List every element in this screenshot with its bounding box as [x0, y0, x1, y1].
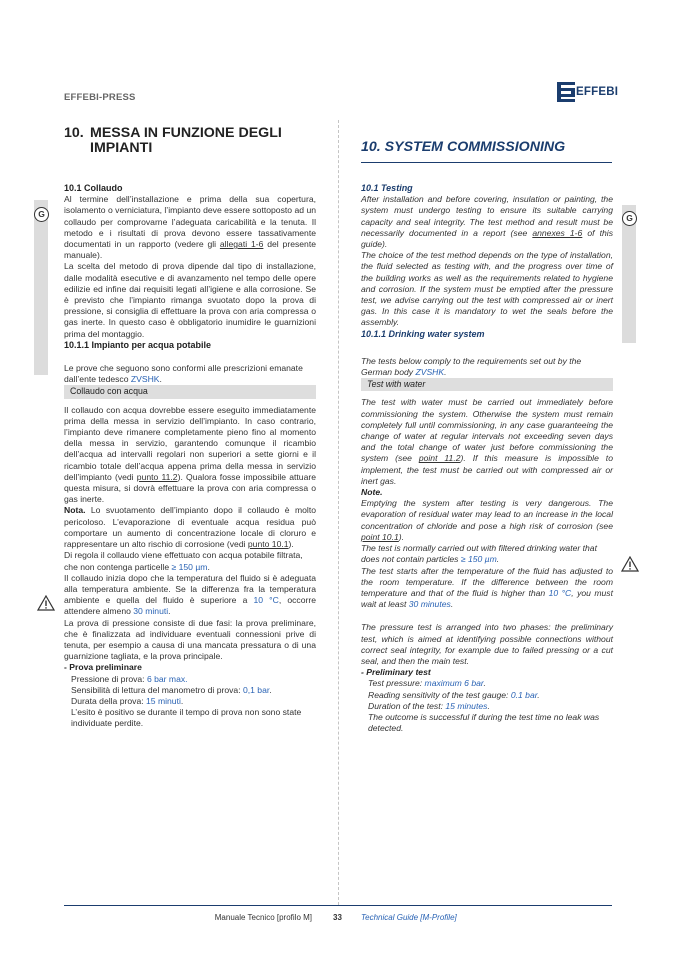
text: Il collaudo con acqua dovrebbe essere eseguito immediatamente prima della messa in servizio dell’impianto. In caso contrario, l’impianto deve rimanere completamente pieno fino al momento della messa in servizio, garantendo comunque il ricambio dell’acqua ad intervalli regolari non superiori a sette giorni e il ricambio totale dell’acqua appena prima della messa in servizio dell’impianto (vedi [64, 404, 316, 482]
section-heading-10-1-1: 10.1.1 Drinking water system [361, 328, 485, 339]
text: . [180, 695, 184, 706]
effebi-logo [557, 82, 617, 106]
text: . [537, 689, 540, 700]
list-item [64, 674, 316, 685]
value: 0,1 bar [242, 684, 270, 695]
list-item [361, 701, 613, 712]
section-heading-10-1: 10.1 Collaudo [64, 183, 123, 193]
list-heading: - Preliminary test [361, 667, 431, 678]
text: Sensibilità di lettura del manometro di prova: [71, 684, 243, 695]
note-label: Nota. [64, 505, 86, 516]
list-item [64, 685, 316, 696]
list-item [361, 678, 613, 689]
warning-icon [37, 595, 55, 611]
footer-left: Manuale Tecnico [profilo M] [214, 913, 312, 922]
text: . [496, 554, 500, 565]
paragraph [361, 566, 613, 611]
text: Lo svuotamento dell’impianto dopo il collaudo è molto pericoloso. L’evaporazione di eventuale acqua residua può comportare un aumento di concentrazione locale di cloruro e rappresentare un alto rischio di corrosione (vedi [64, 505, 316, 550]
value: maximum 6 bar [424, 678, 484, 689]
paragraph: The choice of the test method depends on the type of installation, the fluid selected as testing with, and the progress over time of the building works as well as the requirements related to hygiene and corrosion. If the system must be emptied after the pressure test, we advise carrying out the test with compressed air or inert gas. In this case it is mandatory to wet the seals before the assembly. [361, 250, 613, 328]
text: Test pressure: [368, 678, 425, 689]
paragraph [64, 405, 316, 506]
value: 15 minuti [146, 695, 181, 706]
page-title-it [64, 126, 324, 156]
text: Al termine dell’installazione e prima della sua copertura, isolamento o verniciatura, l’impianto deve essere sottoposto ad un collaudo per comprovarne l’adeguata caricabilità e la tenuta. Il metodo e i risultati di prova devono essere tassativamente documentati in un rapporto (vedere gli [64, 194, 316, 250]
text: Di regola il collaudo viene effettuato con acqua potabile filtrata, che non contenga particelle [64, 550, 303, 572]
text: , you must wait at least [361, 587, 613, 610]
link-zvshk[interactable]: ZVSHK [415, 367, 445, 378]
footer-right: Technical Guide [M-Profile] [361, 913, 457, 922]
text: del presente manuale). [64, 239, 316, 261]
text: . [450, 599, 454, 610]
link-point-10-1[interactable]: point 10.1 [361, 531, 399, 542]
warning-icon [621, 556, 639, 572]
text: . [444, 367, 447, 378]
text: The test starts after the temperature of the fluid has adjusted to the room temperature. If the difference between the room temperature and that of the fluid is higher than [361, 565, 613, 598]
value: 10 °C [253, 595, 279, 606]
text: Durata della prova: [71, 695, 146, 706]
page-number: 33 [333, 913, 342, 922]
margin-bar-left [34, 200, 48, 375]
text: . [483, 678, 486, 689]
logo-text: EFFEBI [576, 86, 619, 98]
text: The tests below comply to the requirements set out by the German body [361, 355, 582, 378]
text: . [159, 374, 162, 385]
paragraph [64, 194, 316, 261]
text: ). [398, 531, 404, 542]
title-underline [361, 162, 612, 163]
text: Duration of the test: [368, 700, 446, 711]
note-paragraph [361, 498, 613, 543]
page-title-en: 10. SYSTEM COMMISSIONING [361, 139, 566, 155]
paragraph: The pressure test is arranged into two phases: the preliminary test, which is aimed at identifying possible connections without correct seal integrity, for example due to failed pressing or a cut seal, and then the main test. [361, 622, 613, 666]
text: of this guide). [361, 227, 613, 250]
paragraph [64, 550, 316, 572]
footer-rule [64, 905, 612, 906]
paragraph: La scelta del metodo di prova dipende dal tipo di installazione, dalle modalità esecutive e di avanzamento nel tempo delle opere edilizie ed infine dai requisiti legati all’igiene e alla corrosione. Se è previsto che l’impianto rimanga svuotato dopo la prova di pressione, si consiglia di effettuare la prova con aria compressa o gas inerte. In questo caso è obbligatorio inumidire le guarnizioni prima del montaggio. [64, 261, 316, 339]
value: ≥ 150 µm [171, 561, 208, 572]
paragraph [361, 194, 613, 250]
text: ). If this measure is impossible to implement, the test must be carried out with compressed air or inert gas. [361, 453, 613, 486]
logo-mark-icon [557, 82, 575, 102]
link-annexes[interactable]: annexes 1-6 [532, 227, 583, 238]
note-label: Note. [361, 487, 383, 498]
text: . [207, 561, 210, 572]
value: 0.1 bar [510, 689, 538, 700]
text: Pressione di prova: [71, 673, 147, 684]
text: The test is normally carried out with filtered drinking water that does not contain particles [361, 543, 597, 565]
box-heading: Test with water [361, 378, 613, 391]
text: The test with water must be carried out immediately before commissioning the system. Otherwise the system must remain completely full until commissioning, in any case guaranteeing the change of water at regular intervals not exceeding seven days and the total change of water just before commissioning the system (see [361, 397, 613, 464]
title-number: 10. [64, 125, 84, 141]
text: Reading sensitivity of the test gauge: [368, 689, 511, 700]
value: 6 bar max. [146, 673, 188, 684]
text: After installation and before covering, insulation or painting, the system must undergo testing to ensure its suitable carrying capacity and seal integrity. The test method and result must be necessarily documented in a report (see [361, 194, 613, 238]
list-item: L’esito è positivo se durante il tempo di prova non sono state individuate perdite. [71, 707, 302, 729]
value: 30 minutes [408, 599, 451, 610]
column-divider [338, 120, 339, 905]
list-item: The outcome is successful if during the test time no leak was detected. [368, 711, 600, 734]
link-zvshk[interactable]: ZVSHK [130, 374, 160, 385]
g-badge-right: G [622, 211, 637, 226]
english-column [361, 183, 613, 734]
paragraph [64, 573, 316, 618]
text: ). Qualora fosse impossibile attuare questa misura, si dovrà effettuare la prova con aria compressa o gas inerte. [64, 471, 317, 505]
value: 15 minutes [445, 700, 488, 711]
link-point-10-1[interactable]: punto 10.1 [247, 539, 289, 550]
link-annexes[interactable]: allegati 1-6 [219, 239, 264, 250]
title-text: MESSA IN FUNZIONE DEGLI IMPIANTI [90, 125, 282, 156]
text: . [487, 700, 490, 711]
text: Emptying the system after testing is very dangerous. The evaporation of residual water may lead to an increase in the local concentration of chloride and pose a high risk of corrosion (see [361, 498, 613, 531]
spacer [361, 610, 613, 622]
section-heading-10-1: 10.1 Testing [361, 183, 413, 193]
g-badge-left: G [34, 207, 49, 222]
paragraph [64, 363, 316, 385]
text: , occorre attendere almeno [64, 595, 316, 617]
text: ). [288, 539, 294, 550]
value: 30 minuti [133, 606, 169, 617]
link-point-11-2[interactable]: point 11.2 [418, 453, 461, 464]
paragraph [361, 397, 613, 487]
text: . [168, 606, 171, 617]
text: Il collaudo inizia dopo che la temperatura del fluido si è adeguata alla temperatura ambiente. Se la differenza fra la temperatura ambiente e quella del fluido è superiore a [64, 572, 316, 606]
list-heading: - Prova preliminare [64, 662, 142, 673]
italian-column [64, 183, 316, 730]
text: . [269, 684, 272, 695]
paragraph [361, 356, 613, 378]
list-item [361, 690, 613, 701]
text: Le prove che seguono sono conformi alle prescrizioni emanate dall’ente tedesco [64, 363, 303, 385]
list-item [64, 696, 316, 707]
value: 10 °C [548, 587, 572, 598]
value: ≥ 150 µm [460, 554, 497, 565]
paragraph: La prova di pressione consiste di due fasi: la prova preliminare, che è finalizzata ad individuare eventuali connessioni prive di tenuta, per esempio a causa di una mancata pressatura o di una guarnizione tagliata, e la prova principale. [64, 617, 316, 662]
brand-name: EFFEBI-PRESS [64, 92, 136, 103]
link-point-11-2[interactable]: punto 11.2 [136, 471, 178, 482]
paragraph [361, 543, 613, 565]
section-heading-10-1-1: 10.1.1 Impianto per acqua potabile [64, 339, 212, 350]
box-heading: Collaudo con acqua [64, 385, 316, 398]
note-paragraph [64, 505, 316, 550]
